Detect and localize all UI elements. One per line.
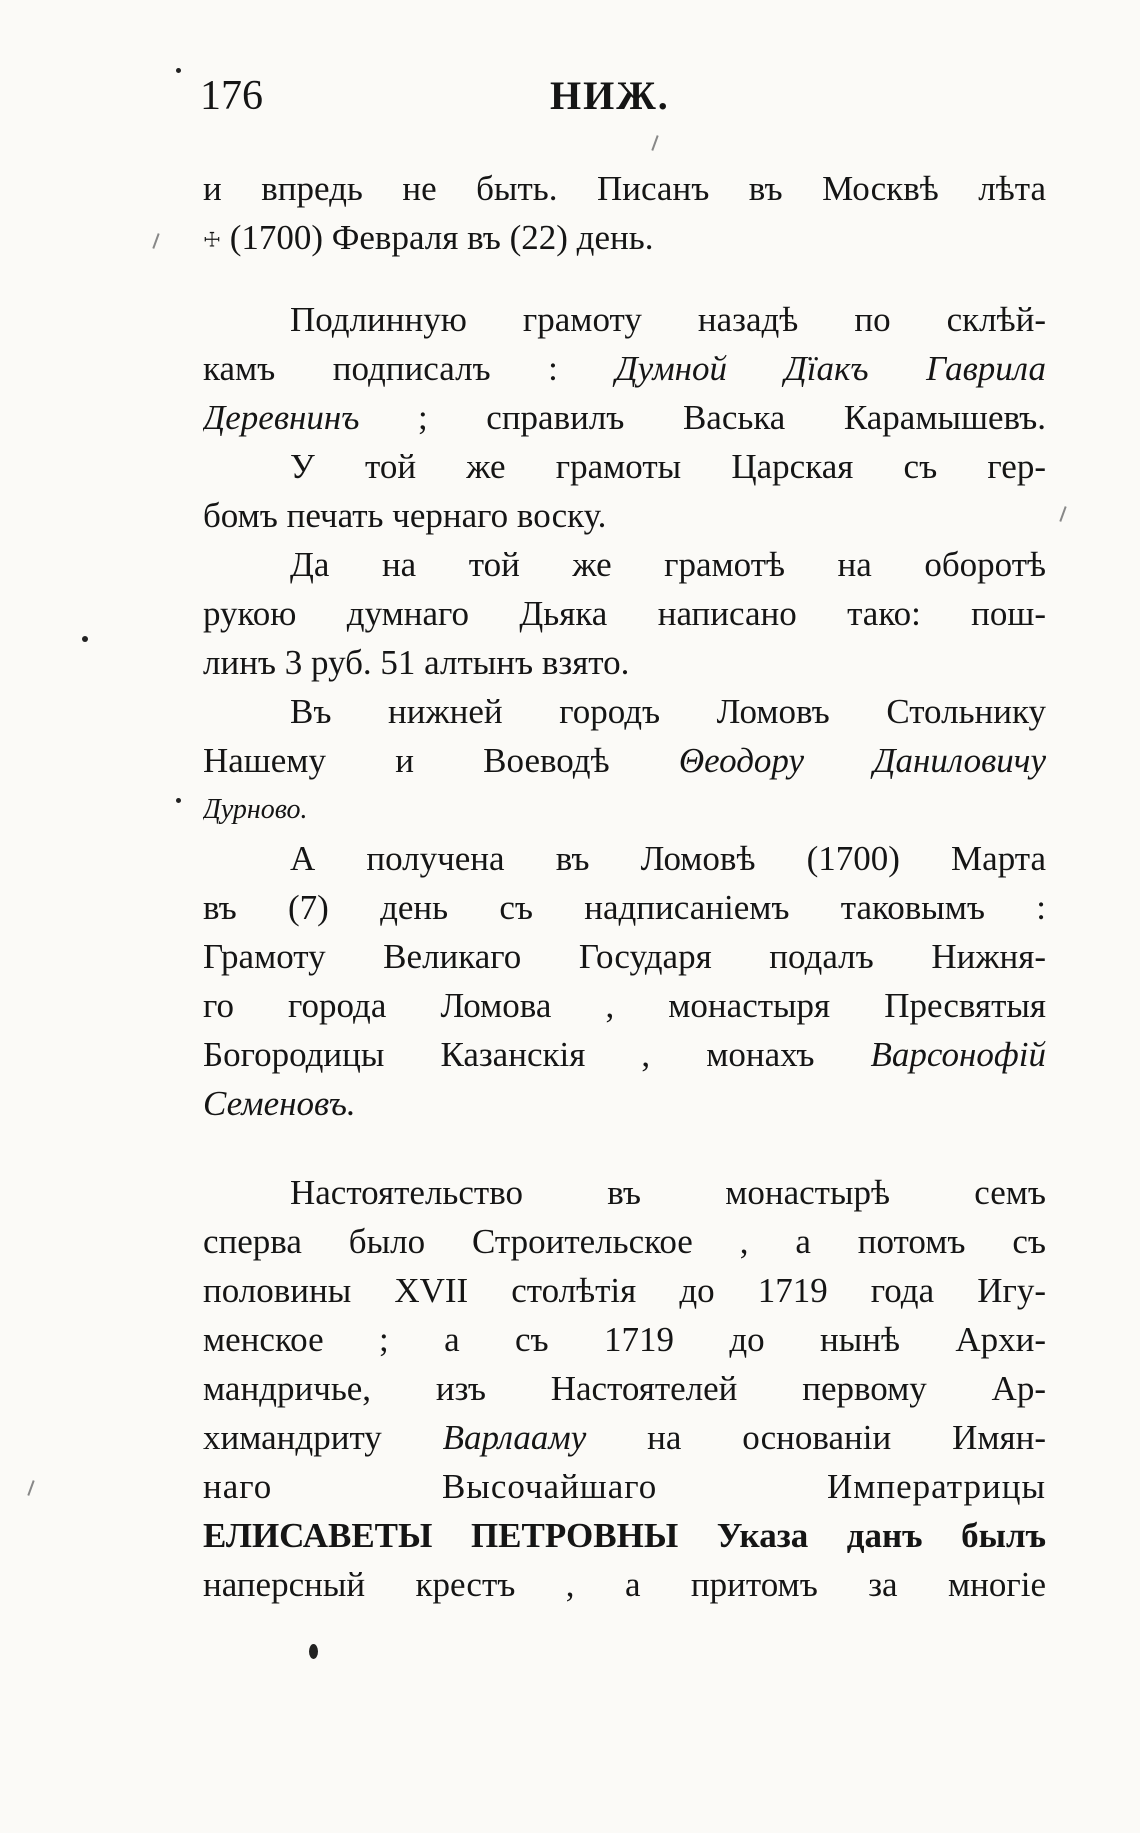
church-slavonic-numeral-mark: ☩ (203, 229, 221, 252)
text-line: Нашему и Воеводѣ Θеодору Даниловичу (203, 741, 1046, 780)
text-line: Да на той же грамотѣ на оборотѣ (290, 545, 1046, 584)
text-line: Дурново. (203, 794, 308, 825)
text-line: менское ; а съ 1719 до нынѣ Архи- (203, 1320, 1046, 1359)
text-line: камъ подписалъ : Думной Дїакъ Гаврила (203, 349, 1046, 388)
text-line: Грамоту Великаго Государя подалъ Нижня- (203, 937, 1046, 976)
text-line: А получена въ Ломовѣ (1700) Марта (290, 839, 1046, 878)
page-header (200, 66, 1050, 126)
text-line: У той же грамоты Царская съ гер- (290, 447, 1046, 486)
scan-speck (152, 233, 159, 249)
scan-speck (309, 1644, 318, 1659)
text-line: Настоятельство въ монастырѣ семъ (290, 1173, 1046, 1212)
scan-speck (176, 68, 181, 73)
text-line: половины XVII столѣтiя до 1719 года Игу- (203, 1271, 1046, 1310)
scan-speck (1059, 506, 1066, 522)
text-line: Подлинную грамоту назадѣ по склѣй- (290, 300, 1046, 339)
text-line: ☩ (1700) Февраля въ (22) день. (203, 218, 654, 257)
text-line: мандричье, изъ Настоятелей первому Ар- (203, 1369, 1046, 1408)
scan-speck (176, 798, 181, 803)
text-line: сперва было Строительское , а потомъ съ (203, 1222, 1046, 1261)
page-body (203, 164, 1046, 1609)
signature-italic: Деревнинъ (203, 398, 360, 437)
text-line: наперсный крестъ , а притомъ за многiе (203, 1565, 1046, 1604)
text-line: и впредь не быть. Писанъ въ Москвѣ лѣта (203, 169, 1046, 208)
text-line: рукою думнаго Дьяка написано тако: пош- (203, 594, 1046, 633)
scan-speck (651, 135, 658, 151)
text-line: наго Высочайшаго Императрицы (203, 1467, 1046, 1506)
text-line: въ (7) день съ надписанiемъ таковымъ : (203, 888, 1046, 927)
running-head: НИЖ. (550, 73, 670, 118)
text-line: Семеновъ. (203, 1084, 356, 1123)
page-number: 176 (200, 73, 263, 119)
scan-speck (82, 636, 88, 642)
text-line: Деревнинъ ; справилъ Васька Карамышевъ. (203, 398, 1046, 437)
text-line: Въ нижней городъ Ломовъ Стольнику (290, 692, 1046, 731)
text-line: Богородицы Казанскiя , монахъ Варсонофiй (203, 1035, 1046, 1074)
text-line: химандриту Варлааму на основанiи Имян- (203, 1418, 1046, 1457)
signature-italic: Думной Дїакъ Гаврила (615, 349, 1046, 388)
text-line: бомъ печать чернаго воску. (203, 496, 607, 535)
name-italic: Варсонофiй (870, 1035, 1046, 1074)
text-line: го города Ломова , монастыря Пресвятыя (203, 986, 1046, 1025)
text-line: линъ 3 руб. 51 алтынъ взято. (203, 643, 630, 682)
name-italic: Θеодору Даниловичу (678, 741, 1046, 780)
text-line: ЕЛИСАВЕТЫ ПЕТРОВНЫ Указа данъ былъ (203, 1516, 1046, 1555)
name-italic: Варлааму (442, 1418, 587, 1457)
scan-speck (27, 1480, 34, 1496)
